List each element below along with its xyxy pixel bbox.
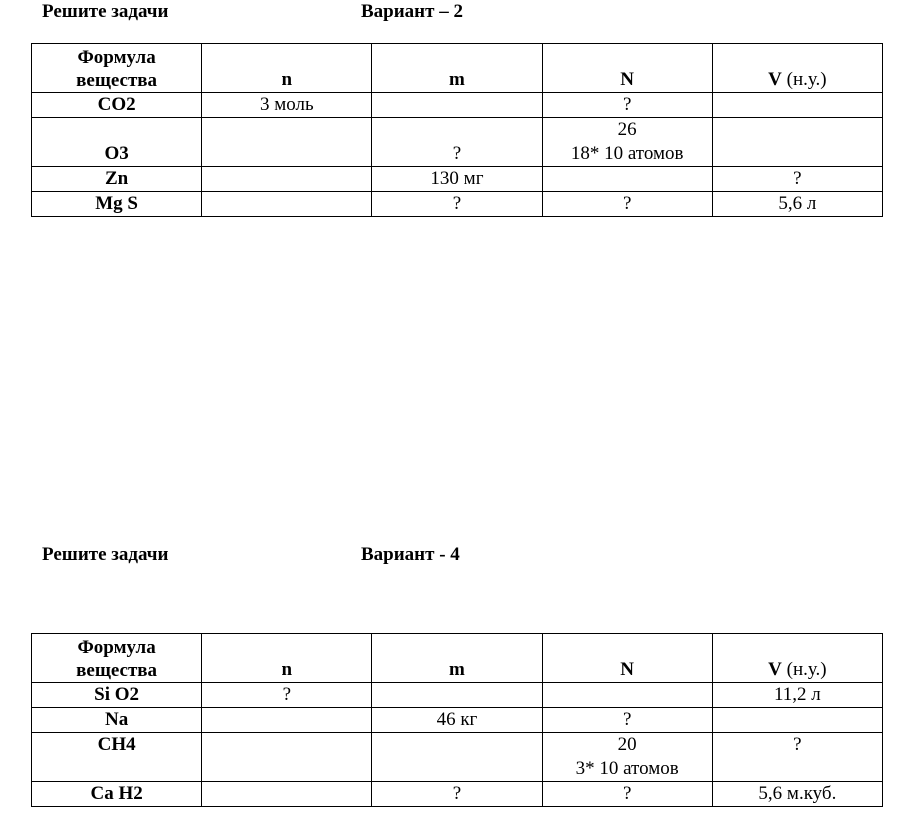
cell-m <box>372 683 542 708</box>
table-row <box>32 782 883 807</box>
cell-N: ? <box>542 93 712 118</box>
header-formula-line2: вещества <box>76 70 158 91</box>
table-row <box>32 167 883 192</box>
cell-V: 5,6 л <box>712 192 882 217</box>
cell-formula: CH4 <box>32 733 202 782</box>
cell-N: ? <box>542 782 712 807</box>
header-V-unit: (н.у.) <box>781 659 827 680</box>
variant4-table <box>31 633 883 807</box>
cell-n <box>202 167 372 192</box>
table-row <box>32 192 883 217</box>
cell-N: ? <box>542 708 712 733</box>
cell-n <box>202 733 372 782</box>
cell-formula: Si O2 <box>32 683 202 708</box>
header-V-symbol: V <box>768 659 782 680</box>
cell-n: ? <box>202 683 372 708</box>
table-row <box>32 708 883 733</box>
header-V-symbol: V <box>768 69 782 90</box>
cell-V: 11,2 л <box>712 683 882 708</box>
cell-m: ? <box>372 118 542 167</box>
table-header-row <box>32 634 883 683</box>
table-row <box>32 118 883 167</box>
header-m: m <box>372 634 542 683</box>
cell-n <box>202 118 372 167</box>
header-formula <box>32 44 202 93</box>
cell-m: 46 кг <box>372 708 542 733</box>
table-row <box>32 683 883 708</box>
cell-m: ? <box>372 782 542 807</box>
cell-n: 3 моль <box>202 93 372 118</box>
cell-N <box>542 683 712 708</box>
cell-n <box>202 192 372 217</box>
cell-N-line2: 18* 10 атомов <box>570 143 684 164</box>
header-V <box>712 44 882 93</box>
cell-N-line1: 26 <box>617 119 637 140</box>
header-V <box>712 634 882 683</box>
cell-N-line2: 3* 10 атомов <box>575 758 679 779</box>
header-V-unit: (н.у.) <box>781 69 827 90</box>
cell-formula: CO2 <box>32 93 202 118</box>
cell-formula: O3 <box>32 118 202 167</box>
header-m: m <box>372 44 542 93</box>
cell-N <box>542 733 712 782</box>
cell-n <box>202 708 372 733</box>
cell-N <box>542 118 712 167</box>
header-N: N <box>542 44 712 93</box>
cell-V <box>712 708 882 733</box>
variant2-variant-label: Вариант – 2 <box>361 1 463 22</box>
table-row <box>32 733 883 782</box>
cell-formula: Na <box>32 708 202 733</box>
header-formula-line2: вещества <box>76 660 158 681</box>
cell-V <box>712 93 882 118</box>
cell-V: ? <box>712 733 882 782</box>
table-header-row <box>32 44 883 93</box>
cell-V <box>712 118 882 167</box>
cell-N <box>542 167 712 192</box>
cell-m <box>372 93 542 118</box>
variant2-task-title: Решите задачи <box>42 1 169 22</box>
cell-V: 5,6 м.куб. <box>712 782 882 807</box>
header-n: n <box>202 634 372 683</box>
header-formula-line1: Формула <box>77 637 156 658</box>
cell-m: ? <box>372 192 542 217</box>
header-n: n <box>202 44 372 93</box>
cell-m: 130 мг <box>372 167 542 192</box>
header-N: N <box>542 634 712 683</box>
variant4-task-title: Решите задачи <box>42 544 169 565</box>
header-formula-line1: Формула <box>77 47 156 68</box>
cell-n <box>202 782 372 807</box>
cell-N-line1: 20 <box>617 734 637 755</box>
cell-V: ? <box>712 167 882 192</box>
cell-formula: Zn <box>32 167 202 192</box>
table-row <box>32 93 883 118</box>
variant4-variant-label: Вариант - 4 <box>361 544 460 565</box>
cell-m <box>372 733 542 782</box>
header-formula <box>32 634 202 683</box>
cell-N: ? <box>542 192 712 217</box>
variant2-table <box>31 43 883 217</box>
cell-formula: Mg S <box>32 192 202 217</box>
cell-formula: Ca H2 <box>32 782 202 807</box>
